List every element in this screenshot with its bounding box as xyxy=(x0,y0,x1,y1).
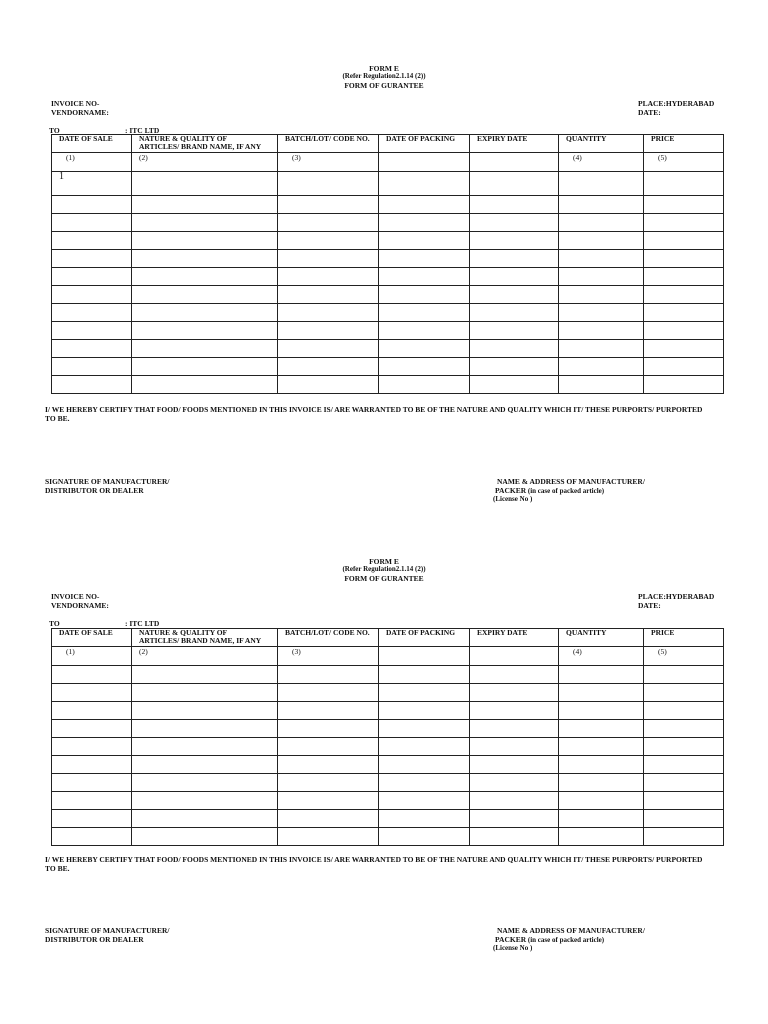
name-address-label: NAME & ADDRESS OF MANUFACTURER/ xyxy=(497,477,645,486)
table-cell[interactable] xyxy=(470,756,559,774)
table-cell[interactable] xyxy=(52,774,132,792)
table-cell[interactable] xyxy=(132,702,278,720)
col-nature-quality: NATURE & QUALITY OF ARTICLES/ BRAND NAME, IF ANY xyxy=(132,629,278,647)
table-row[interactable] xyxy=(52,322,724,340)
col-nature-quality: NATURE & QUALITY OF ARTICLES/ BRAND NAME, IF ANY xyxy=(132,135,278,153)
name-address-label: NAME & ADDRESS OF MANUFACTURER/ xyxy=(497,926,645,935)
table-row[interactable] xyxy=(52,214,724,232)
col-price: PRICE xyxy=(644,629,724,647)
col-expiry-date: EXPIRY DATE xyxy=(470,629,559,647)
table-cell[interactable] xyxy=(278,196,379,214)
invoice-no-label: INVOICE NO- xyxy=(51,592,100,601)
table-cell[interactable] xyxy=(132,684,278,702)
table-cell[interactable] xyxy=(470,304,559,322)
table-cell[interactable] xyxy=(470,232,559,250)
table-cell[interactable] xyxy=(278,358,379,376)
table-cell[interactable] xyxy=(278,684,379,702)
table-cell[interactable] xyxy=(278,738,379,756)
table-cell[interactable] xyxy=(52,738,132,756)
form-heading: FORM OF GURANTEE xyxy=(344,81,424,90)
table-row[interactable] xyxy=(52,774,724,792)
table-row[interactable] xyxy=(52,172,724,196)
table-cell[interactable] xyxy=(132,250,278,268)
certification-text-continued: TO BE. xyxy=(45,864,70,873)
table-row[interactable] xyxy=(52,250,724,268)
form-title: FORM E xyxy=(369,64,399,73)
table-cell[interactable] xyxy=(470,792,559,810)
table-cell[interactable] xyxy=(379,250,470,268)
table-cell[interactable] xyxy=(559,322,644,340)
table-cell[interactable] xyxy=(132,738,278,756)
table-cell[interactable] xyxy=(132,304,278,322)
col-number: (3) xyxy=(278,153,379,172)
table-cell[interactable] xyxy=(379,304,470,322)
table-cell[interactable] xyxy=(278,268,379,286)
to-label: TO xyxy=(49,619,60,628)
table-cell[interactable] xyxy=(559,810,644,828)
table-cell[interactable] xyxy=(278,214,379,232)
signature-label: SIGNATURE OF MANUFACTURER/ xyxy=(45,926,170,935)
table-header-row xyxy=(52,135,724,153)
table-cell[interactable] xyxy=(470,828,559,846)
date-label: DATE: xyxy=(638,108,661,117)
table-cell[interactable] xyxy=(644,774,724,792)
table-cell[interactable] xyxy=(559,250,644,268)
table-cell[interactable] xyxy=(278,172,379,196)
table-row[interactable] xyxy=(52,304,724,322)
table-cell[interactable] xyxy=(379,828,470,846)
certification-text: I/ WE HEREBY CERTIFY THAT FOOD/ FOODS MENTIONED IN THIS INVOICE IS/ ARE WARRANTED TO BE OF THE NATURE AND QUALITY WHICH IT/ THESE PURPORTS/ PURPORTED xyxy=(45,855,703,864)
table-cell[interactable] xyxy=(278,810,379,828)
place-label: PLACE:HYDERABAD xyxy=(638,99,715,108)
table-cell[interactable] xyxy=(559,792,644,810)
table-cell[interactable] xyxy=(52,304,132,322)
table-cell[interactable] xyxy=(379,172,470,196)
table-header-row xyxy=(52,629,724,647)
table-cell[interactable] xyxy=(132,792,278,810)
table-cell[interactable] xyxy=(559,340,644,358)
table-cell[interactable] xyxy=(52,792,132,810)
table-row[interactable] xyxy=(52,810,724,828)
to-label: TO xyxy=(49,126,60,135)
table-cell[interactable] xyxy=(132,196,278,214)
col-number: (3) xyxy=(278,647,379,666)
table-cell[interactable] xyxy=(470,196,559,214)
table-cell[interactable] xyxy=(52,232,132,250)
table-cell[interactable] xyxy=(644,828,724,846)
table-row[interactable] xyxy=(52,684,724,702)
table-cell[interactable] xyxy=(379,286,470,304)
table-cell[interactable] xyxy=(379,340,470,358)
table-row[interactable] xyxy=(52,358,724,376)
col-number: (2) xyxy=(132,647,278,666)
table-row[interactable] xyxy=(52,666,724,684)
table-cell[interactable] xyxy=(379,196,470,214)
vendor-name-label: VENDORNAME: xyxy=(51,601,109,610)
table-cell[interactable] xyxy=(644,232,724,250)
table-cell[interactable] xyxy=(52,196,132,214)
table-cell[interactable] xyxy=(644,376,724,394)
table-cell[interactable] xyxy=(559,196,644,214)
table-cell[interactable] xyxy=(644,196,724,214)
date-label: DATE: xyxy=(638,601,661,610)
form-heading: FORM OF GURANTEE xyxy=(344,574,424,583)
table-cell[interactable] xyxy=(132,358,278,376)
table-cell[interactable] xyxy=(52,322,132,340)
table-row[interactable] xyxy=(52,340,724,358)
table-cell[interactable] xyxy=(379,756,470,774)
col-date-of-packing: DATE OF PACKING xyxy=(379,135,470,153)
table-cell[interactable] xyxy=(644,340,724,358)
table-cell[interactable] xyxy=(132,286,278,304)
table-cell[interactable] xyxy=(278,792,379,810)
col-price: PRICE xyxy=(644,135,724,153)
table-cell[interactable] xyxy=(644,286,724,304)
table-cell[interactable] xyxy=(644,322,724,340)
to-value: : ITC LTD xyxy=(125,126,160,135)
table-row[interactable] xyxy=(52,828,724,846)
table-cell[interactable] xyxy=(559,720,644,738)
table-cell[interactable] xyxy=(278,828,379,846)
table-cell[interactable] xyxy=(278,286,379,304)
table-row[interactable] xyxy=(52,376,724,394)
table-row[interactable] xyxy=(52,196,724,214)
table-cell[interactable] xyxy=(644,666,724,684)
table-cell[interactable] xyxy=(379,666,470,684)
table-cell[interactable] xyxy=(52,666,132,684)
table-cell[interactable] xyxy=(470,268,559,286)
invoice-table xyxy=(51,134,724,394)
table-cell[interactable] xyxy=(379,810,470,828)
table-row[interactable] xyxy=(52,720,724,738)
table-cell[interactable] xyxy=(132,828,278,846)
table-cell[interactable] xyxy=(52,828,132,846)
table-cell[interactable] xyxy=(379,376,470,394)
table-cell[interactable] xyxy=(278,322,379,340)
table-cell[interactable] xyxy=(52,702,132,720)
signature-label: SIGNATURE OF MANUFACTURER/ xyxy=(45,477,170,486)
table-cell[interactable] xyxy=(559,214,644,232)
table-cell[interactable] xyxy=(559,304,644,322)
table-cell[interactable] xyxy=(132,232,278,250)
license-label: (License No ) xyxy=(493,495,533,503)
table-cell[interactable] xyxy=(52,376,132,394)
col-batch-code: BATCH/LOT/ CODE NO. xyxy=(278,629,379,647)
table-cell[interactable] xyxy=(559,268,644,286)
packer-label: PACKER (in case of packed article) xyxy=(495,935,605,944)
invoice-no-label: INVOICE NO- xyxy=(51,99,100,108)
table-cell[interactable] xyxy=(278,702,379,720)
col-number: (1) xyxy=(52,647,132,666)
table-cell[interactable] xyxy=(278,720,379,738)
table-cell[interactable] xyxy=(379,268,470,286)
table-cell[interactable] xyxy=(52,358,132,376)
table-cell[interactable] xyxy=(470,358,559,376)
col-date-of-sale: DATE OF SALE xyxy=(52,135,132,153)
table-cell[interactable] xyxy=(278,774,379,792)
table-cell[interactable] xyxy=(278,250,379,268)
table-row[interactable] xyxy=(52,702,724,720)
table-cell[interactable] xyxy=(644,792,724,810)
table-cell[interactable] xyxy=(559,702,644,720)
col-batch-code: BATCH/LOT/ CODE NO. xyxy=(278,135,379,153)
table-cell[interactable] xyxy=(379,702,470,720)
table-row[interactable] xyxy=(52,738,724,756)
table-cell[interactable] xyxy=(278,232,379,250)
table-cell[interactable] xyxy=(132,666,278,684)
certification-text-continued: TO BE. xyxy=(45,414,70,423)
table-cell[interactable] xyxy=(470,720,559,738)
table-cell[interactable] xyxy=(379,738,470,756)
table-cell[interactable] xyxy=(132,720,278,738)
table-cell[interactable] xyxy=(644,358,724,376)
table-cell[interactable] xyxy=(278,304,379,322)
table-cell[interactable] xyxy=(470,172,559,196)
table-cell[interactable] xyxy=(132,774,278,792)
table-cell[interactable] xyxy=(559,774,644,792)
col-date-of-packing: DATE OF PACKING xyxy=(379,629,470,647)
table-cell[interactable] xyxy=(644,810,724,828)
table-cell[interactable] xyxy=(470,774,559,792)
table-row[interactable] xyxy=(52,268,724,286)
table-cell[interactable] xyxy=(52,286,132,304)
col-number: (4) xyxy=(559,153,644,172)
table-cell[interactable] xyxy=(559,232,644,250)
table-cell[interactable] xyxy=(132,376,278,394)
table-cell[interactable] xyxy=(52,214,132,232)
table-cell[interactable] xyxy=(470,214,559,232)
table-cell[interactable] xyxy=(559,172,644,196)
table-cell[interactable]: 1 xyxy=(52,172,132,196)
table-cell[interactable] xyxy=(559,684,644,702)
table-cell[interactable] xyxy=(470,250,559,268)
table-cell[interactable] xyxy=(644,268,724,286)
table-cell[interactable] xyxy=(132,214,278,232)
table-cell[interactable] xyxy=(132,810,278,828)
table-cell[interactable] xyxy=(644,304,724,322)
col-expiry-date: EXPIRY DATE xyxy=(470,135,559,153)
place-label: PLACE:HYDERABAD xyxy=(638,592,715,601)
table-cell[interactable] xyxy=(379,358,470,376)
table-cell[interactable] xyxy=(644,738,724,756)
col-quantity: QUANTITY xyxy=(559,135,644,153)
table-row[interactable] xyxy=(52,286,724,304)
table-cell[interactable] xyxy=(52,810,132,828)
form-title: FORM E xyxy=(369,557,399,566)
table-cell[interactable] xyxy=(644,172,724,196)
table-cell[interactable] xyxy=(559,286,644,304)
table-cell[interactable] xyxy=(379,214,470,232)
packer-label: PACKER (in case of packed article) xyxy=(495,486,605,495)
table-cell[interactable] xyxy=(52,250,132,268)
table-row[interactable] xyxy=(52,232,724,250)
table-cell[interactable] xyxy=(379,720,470,738)
license-label: (License No ) xyxy=(493,944,533,952)
table-cell[interactable] xyxy=(644,214,724,232)
table-cell[interactable] xyxy=(559,756,644,774)
table-cell[interactable] xyxy=(379,792,470,810)
table-cell[interactable] xyxy=(278,666,379,684)
table-row[interactable] xyxy=(52,792,724,810)
table-row[interactable] xyxy=(52,756,724,774)
table-cell[interactable] xyxy=(470,322,559,340)
col-number: (1) xyxy=(52,153,132,172)
table-cell[interactable] xyxy=(278,376,379,394)
table-cell[interactable] xyxy=(132,172,278,196)
table-cell[interactable] xyxy=(52,756,132,774)
table-cell[interactable] xyxy=(644,684,724,702)
table-cell[interactable] xyxy=(470,810,559,828)
table-cell[interactable] xyxy=(559,666,644,684)
table-cell[interactable] xyxy=(132,268,278,286)
table-cell[interactable] xyxy=(52,684,132,702)
col-number: (5) xyxy=(644,647,724,666)
table-cell[interactable] xyxy=(470,738,559,756)
table-cell[interactable] xyxy=(470,376,559,394)
col-date-of-sale: DATE OF SALE xyxy=(52,629,132,647)
table-cell[interactable] xyxy=(278,756,379,774)
certification-text: I/ WE HEREBY CERTIFY THAT FOOD/ FOODS MENTIONED IN THIS INVOICE IS/ ARE WARRANTED TO BE OF THE NATURE AND QUALITY WHICH IT/ THESE PURPORTS/ PURPORTED xyxy=(45,405,703,414)
col-number: (5) xyxy=(644,153,724,172)
invoice-table xyxy=(51,628,724,846)
table-cell[interactable] xyxy=(379,684,470,702)
col-quantity: QUANTITY xyxy=(559,629,644,647)
table-cell[interactable] xyxy=(644,756,724,774)
col-number: (4) xyxy=(559,647,644,666)
table-cell[interactable] xyxy=(379,774,470,792)
table-cell[interactable] xyxy=(644,702,724,720)
table-cell[interactable] xyxy=(470,666,559,684)
vendor-name-label: VENDORNAME: xyxy=(51,108,109,117)
table-cell[interactable] xyxy=(132,340,278,358)
col-number: (2) xyxy=(132,153,278,172)
column-number-row xyxy=(52,153,724,172)
column-number-row xyxy=(52,647,724,666)
signature-label-continued: DISTRIBUTOR OR DEALER xyxy=(45,935,144,944)
table-cell[interactable] xyxy=(52,268,132,286)
table-cell[interactable] xyxy=(379,232,470,250)
table-cell[interactable] xyxy=(559,738,644,756)
table-cell[interactable] xyxy=(132,756,278,774)
table-cell[interactable] xyxy=(559,828,644,846)
table-cell[interactable] xyxy=(278,340,379,358)
table-cell[interactable] xyxy=(470,340,559,358)
table-cell[interactable] xyxy=(559,376,644,394)
table-cell[interactable] xyxy=(470,286,559,304)
table-cell[interactable] xyxy=(379,322,470,340)
table-cell[interactable] xyxy=(470,702,559,720)
form-subtitle: (Refer Regulation2.1.14 (2)) xyxy=(342,72,426,80)
table-cell[interactable] xyxy=(559,358,644,376)
table-cell[interactable] xyxy=(644,250,724,268)
to-value: : ITC LTD xyxy=(125,619,160,628)
table-cell[interactable] xyxy=(132,322,278,340)
table-cell[interactable] xyxy=(470,684,559,702)
table-cell[interactable] xyxy=(52,720,132,738)
signature-label-continued: DISTRIBUTOR OR DEALER xyxy=(45,486,144,495)
table-cell[interactable] xyxy=(52,340,132,358)
form-subtitle: (Refer Regulation2.1.14 (2)) xyxy=(342,565,426,573)
table-cell[interactable] xyxy=(644,720,724,738)
